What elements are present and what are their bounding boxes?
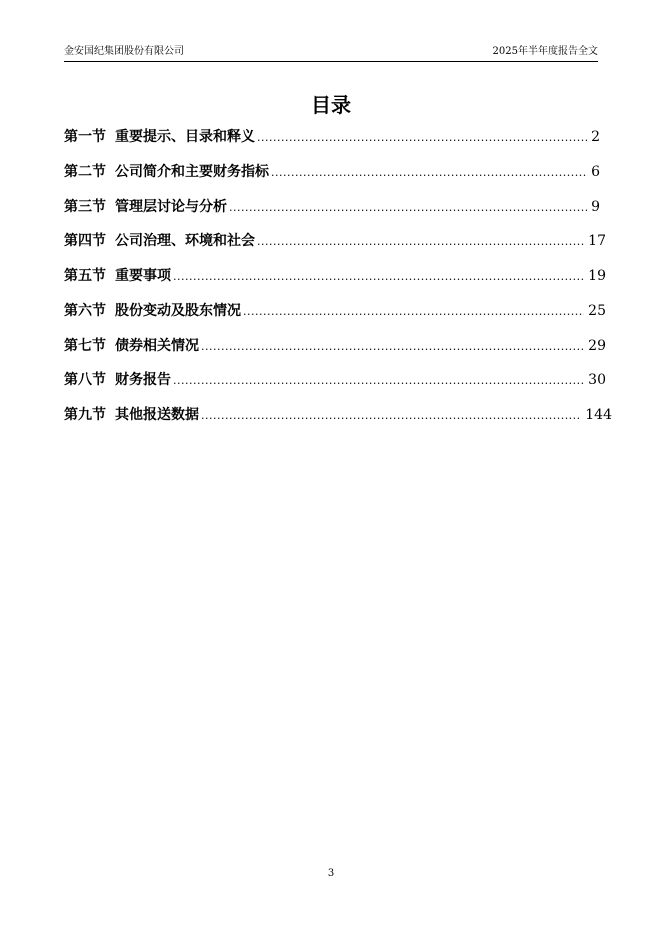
toc-section-title: 股份变动及股东情况 bbox=[115, 302, 241, 319]
toc-entry-6[interactable] bbox=[64, 300, 612, 335]
toc-section-title: 债券相关情况 bbox=[115, 337, 199, 354]
toc-section-number: 第三节 bbox=[64, 198, 106, 215]
toc-entry-3[interactable] bbox=[64, 196, 612, 231]
toc-section-number: 第四节 bbox=[64, 233, 106, 250]
toc-section-title: 重要事项 bbox=[115, 268, 171, 284]
toc-page-number: 19 bbox=[588, 268, 606, 284]
report-name: 2025年半年度报告全文 bbox=[492, 46, 598, 57]
toc-page-number: 6 bbox=[591, 163, 600, 180]
toc-page-number: 25 bbox=[588, 302, 606, 319]
toc-entry-4[interactable] bbox=[64, 230, 612, 265]
toc-leader-dots bbox=[173, 370, 584, 392]
toc-leader-dots bbox=[257, 231, 584, 253]
toc-section-title: 其他报送数据 bbox=[115, 407, 199, 423]
toc-page-number: 144 bbox=[585, 407, 612, 423]
toc-page-number: 17 bbox=[588, 233, 606, 250]
toc-page-number: 29 bbox=[588, 337, 606, 354]
toc-entry-8[interactable] bbox=[64, 369, 612, 404]
toc-entry-2[interactable] bbox=[64, 161, 612, 196]
toc-entry-1[interactable] bbox=[64, 126, 612, 161]
toc-section-title: 管理层讨论与分析 bbox=[115, 198, 227, 215]
toc-section-number: 第八节 bbox=[64, 372, 106, 389]
toc-page-number: 30 bbox=[588, 372, 606, 389]
toc-page-number: 9 bbox=[591, 198, 600, 215]
toc-section-title: 公司治理、环境和社会 bbox=[115, 233, 255, 250]
page-footer bbox=[0, 868, 662, 879]
toc-section-title: 公司简介和主要财务指标 bbox=[115, 163, 269, 180]
toc-section-title: 重要提示、目录和释义 bbox=[115, 129, 255, 145]
toc-leader-dots bbox=[229, 197, 587, 219]
toc-section-number: 第六节 bbox=[64, 302, 106, 319]
page-header bbox=[64, 46, 598, 62]
toc-leader-dots bbox=[173, 266, 584, 288]
toc-section-number: 第一节 bbox=[64, 129, 106, 145]
footer-page-number: 3 bbox=[327, 868, 335, 879]
toc-section-title: 财务报告 bbox=[115, 372, 171, 389]
toc-section-number: 第九节 bbox=[64, 407, 106, 423]
toc-leader-dots bbox=[243, 301, 584, 323]
toc-section-number: 第五节 bbox=[64, 268, 106, 284]
toc-section-number: 第二节 bbox=[64, 163, 106, 180]
toc-leader-dots bbox=[271, 162, 587, 184]
toc-page-number: 2 bbox=[591, 129, 600, 145]
toc-entry-9[interactable] bbox=[64, 404, 612, 439]
toc-section-number: 第七节 bbox=[64, 337, 106, 354]
toc-leader-dots bbox=[201, 405, 581, 427]
table-of-contents bbox=[64, 126, 612, 439]
toc-entry-5[interactable] bbox=[64, 265, 612, 300]
toc-leader-dots bbox=[201, 336, 584, 358]
toc-leader-dots bbox=[257, 127, 587, 149]
toc-entry-7[interactable] bbox=[64, 335, 612, 370]
page-title: 目录 bbox=[311, 93, 351, 117]
company-name: 金安国纪集团股份有限公司 bbox=[64, 46, 184, 57]
